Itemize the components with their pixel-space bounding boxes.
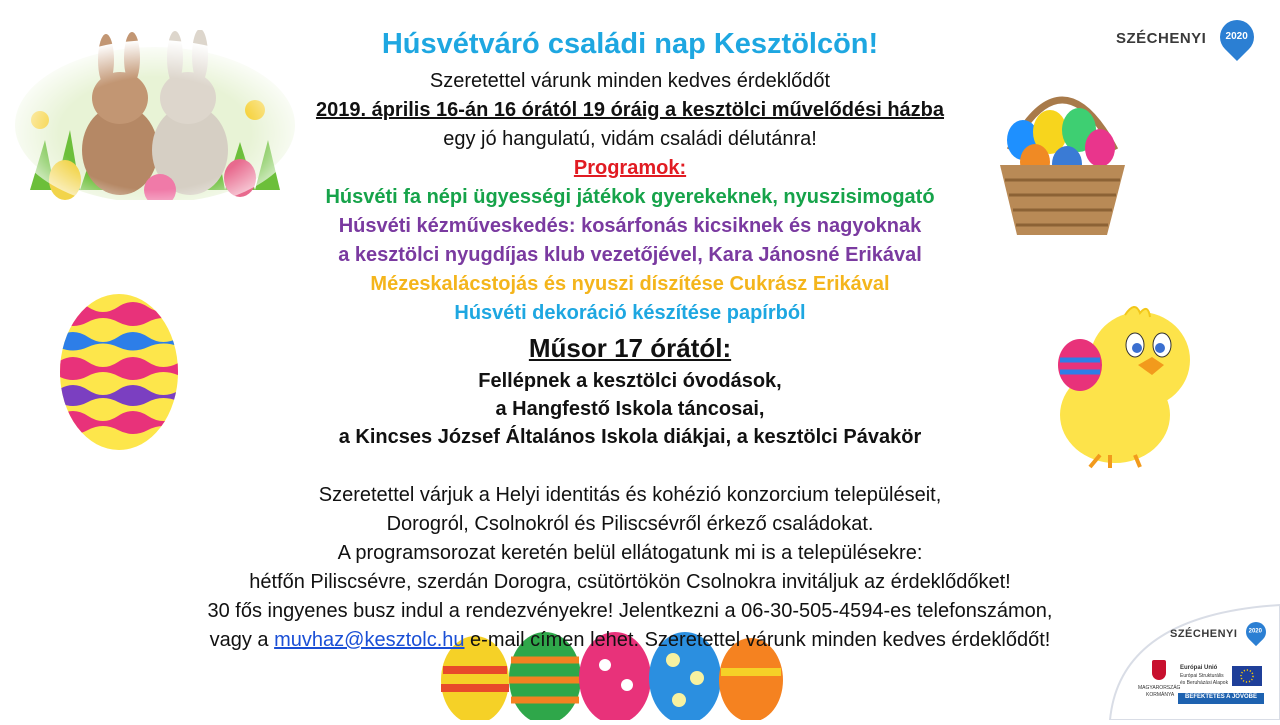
show-heading: Műsor 17 órától:: [528, 333, 732, 363]
eu-flag-icon: [1232, 666, 1262, 686]
invest-text: BEFEKTETÉS A JÖVŐBE: [1185, 694, 1257, 700]
funding-brand-text: SZÉCHENYI: [1170, 628, 1238, 640]
show-line: a Kincses József Általános Iskola diákjai, a kesztölci Pávakör: [338, 426, 922, 448]
striped-egg-image: [58, 292, 180, 452]
program-item: Húsvéti fa népi ügyességi játékok gyerekeknek, nyuszisimogató: [325, 186, 935, 208]
eu-line2: Európai Strukturális: [1180, 673, 1224, 679]
show-line: Fellépnek a kesztölci óvodások,: [478, 370, 782, 392]
afternoon-text: egy jó hangulatú, vidám családi délutánra!: [443, 128, 817, 150]
program-item: Húsvéti dekoráció készítése papírból: [454, 302, 806, 324]
info-line: Szeretettel várjuk a Helyi identitás és kohézió konzorcium településeit,: [318, 484, 942, 506]
eu-line1: Európai Unió: [1180, 665, 1218, 671]
program-item: Húsvéti kézműveskedés: kosárfonás kicsiknek és nagyoknak: [338, 215, 922, 237]
event-title: Húsvétváró családi nap Kesztölcön!: [381, 28, 879, 60]
gov-line1: MAGYARORSZÁG: [1138, 685, 1181, 691]
program-item: a kesztölci nyugdíjas klub vezetőjével, Kara Jánosné Erikával: [338, 244, 922, 266]
contact-line: [180, 629, 1080, 652]
funding-year: 2020: [1248, 628, 1262, 635]
hungary-coat-of-arms-icon: [1152, 660, 1166, 680]
gov-line2: KORMÁNYA: [1146, 692, 1175, 698]
logo-brand-text: SZÉCHENYI: [1116, 30, 1207, 47]
intro-text: Szeretettel várunk minden kedves érdeklődőt: [429, 70, 831, 92]
invest-banner: [1178, 693, 1264, 704]
logo-pin-icon: [1213, 13, 1261, 61]
info-line: hétfőn Piliscsévre, szerdán Dorogra, csütörtökön Csolnokra invitáljuk az érdeklődőket!: [249, 571, 1011, 593]
program-item: Mézeskalácstojás és nyuszi díszítése Cukrász Erikával: [370, 273, 890, 295]
event-datetime: 2019. április 16-án 16 órától 19 óráig a kesztölci művelődési házba: [315, 99, 945, 121]
email-link[interactable]: muvhaz@kesztolc.hu: [274, 629, 465, 651]
info-line: Dorogról, Csolnokról és Piliscsévről érkező családokat.: [386, 513, 874, 535]
info-line: A programsorozat keretén belül ellátogatunk mi is a településekre:: [337, 542, 923, 564]
eu-line3: és Beruházási Alapok: [1180, 680, 1229, 686]
contact-prefix: vagy a: [209, 629, 275, 651]
programs-heading: Programok:: [573, 157, 687, 179]
main-content: [180, 0, 1080, 720]
show-line: a Hangfestő Iskola táncosai,: [495, 398, 765, 420]
info-line: 30 fős ingyenes busz indul a rendezvényekre! Jelentkezni a 06-30-505-4594-es telefonszámon,: [207, 600, 1053, 622]
logo-year: 2020: [1225, 31, 1248, 43]
funding-logo-bottom: [1100, 600, 1280, 720]
szechenyi-logo-top: [1112, 18, 1262, 72]
contact-suffix: e-mail címen lehet. Szeretettel várunk minden kedves érdeklődőt!: [464, 629, 1051, 651]
